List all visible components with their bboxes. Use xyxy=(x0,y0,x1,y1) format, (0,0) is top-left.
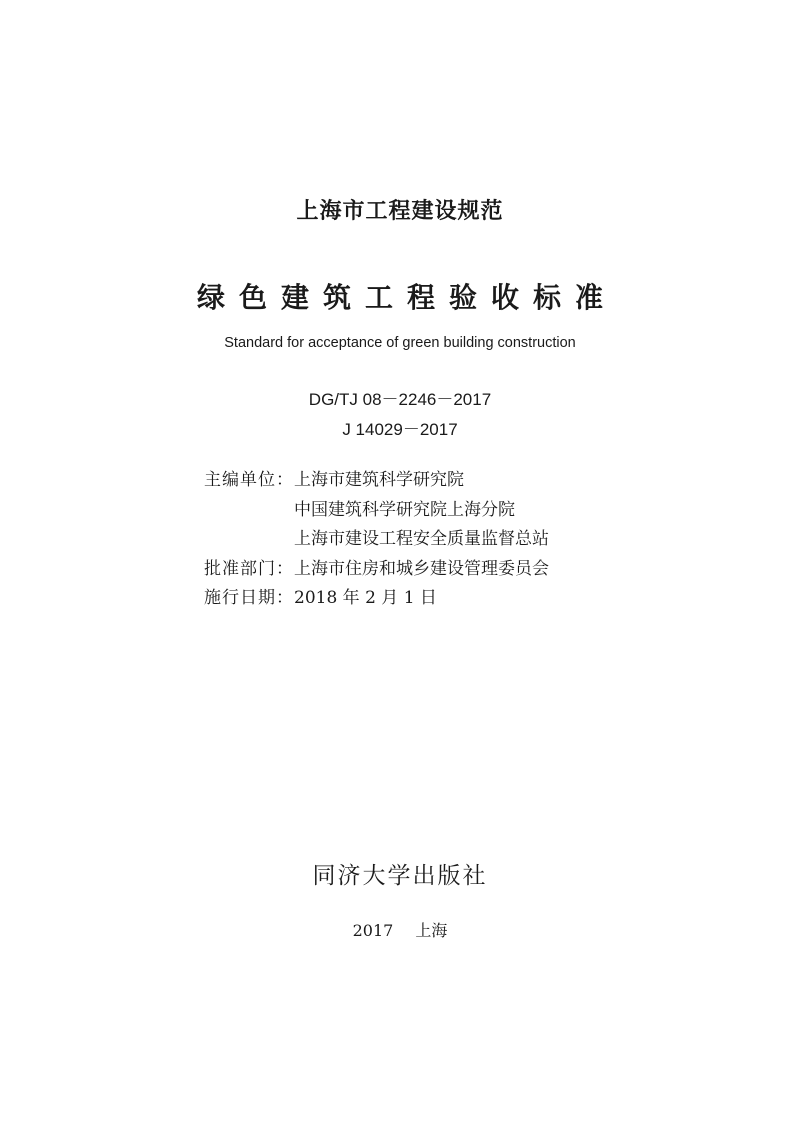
chief-editor-row-2 xyxy=(204,496,549,526)
series-title: 上海市工程建设规范 xyxy=(296,199,504,224)
chief-editor-row xyxy=(204,466,549,496)
chief-editor-3: 上海市建设工程安全质量监督总站 xyxy=(294,529,549,549)
chief-editor-row-3 xyxy=(204,525,549,555)
j-code: J 14029－2017 xyxy=(342,420,458,439)
chief-editor-label: 主编单位： xyxy=(204,470,294,490)
effective-date-row xyxy=(204,584,549,614)
approver-label: 批准部门： xyxy=(204,558,294,579)
effective-date-label: 施行日期： xyxy=(204,588,294,608)
publication-line xyxy=(0,918,800,941)
publication-year: 2017 xyxy=(352,921,394,940)
chief-editor-1: 上海市建筑科学研究院 xyxy=(294,470,464,490)
dg-code: DG/TJ 08－2246－2017 xyxy=(308,390,492,409)
publication-city: 上海 xyxy=(415,921,448,940)
chief-editor-2: 中国建筑科学研究院上海分院 xyxy=(294,499,515,520)
publisher-name: 同济大学出版社 xyxy=(312,863,488,889)
effective-date-value: 2018 年 2 月 1 日 xyxy=(294,588,437,608)
approver-value: 上海市住房和城乡建设管理委员会 xyxy=(294,558,549,579)
english-title: Standard for acceptance of green building construction xyxy=(224,335,576,351)
approver-row xyxy=(204,555,549,585)
info-block xyxy=(204,466,549,614)
main-title: 绿色建筑工程验收标准 xyxy=(196,281,617,314)
